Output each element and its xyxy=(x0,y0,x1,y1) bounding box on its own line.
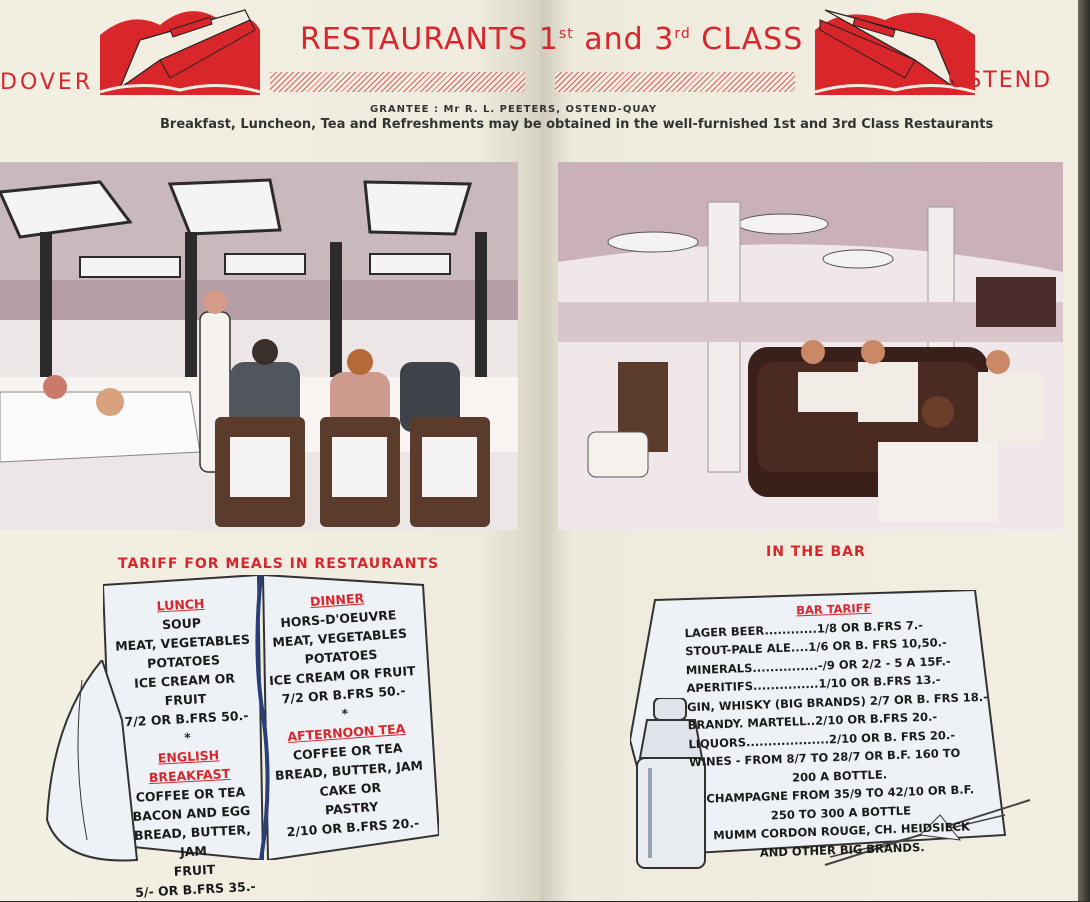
header-rule-left xyxy=(270,72,525,92)
tariff-note: 200 A BOTTLE. xyxy=(791,766,888,785)
lunch-price: 7/2 OR B.FRS 50.- xyxy=(124,707,249,730)
meals-tariff-caption: TARIFF FOR MEALS IN RESTAURANTS xyxy=(118,556,440,572)
menu-item: BREAD, BUTTER, JAM xyxy=(274,757,424,784)
book-edge xyxy=(1078,0,1090,901)
bar-illustration xyxy=(558,162,1063,530)
tea-price: 2/10 OR B.FRS 20.- xyxy=(286,815,420,840)
menu-item: FRUIT xyxy=(173,861,216,879)
tariff-row: MINERALS...............-/9 OR 2/2 - 5 A 15F.- xyxy=(685,653,951,677)
tariff-row: LIQUORS...................2/10 OR B. FRS 20.- xyxy=(688,727,956,751)
tariff-note: 250 TO 300 A BOTTLE xyxy=(770,803,912,822)
menu-item: COFFEE OR TEA xyxy=(292,740,403,763)
ship-illustration-left xyxy=(100,0,260,95)
menu-item: ICE CREAM OR FRUIT xyxy=(268,662,417,689)
tea-heading: AFTERNOON TEA xyxy=(286,720,406,745)
menu-item: POTATOES xyxy=(304,646,378,667)
dinner-price: 7/2 OR B.FRS 50.- xyxy=(281,682,407,707)
tariff-note: CHAMPAGNE FROM 35/9 TO 42/10 OR B.F. xyxy=(706,782,975,806)
menu-item: POTATOES xyxy=(146,652,221,672)
grantee-line: GRANTEE : Mr R. L. PEETERS, OSTEND-QUAY xyxy=(370,104,658,115)
page-title: RESTAURANTS 1st and 3rd CLASS xyxy=(300,22,804,57)
menu-item: BREAD, BUTTER, JAM xyxy=(133,821,252,860)
tariff-row: BRANDY. MARTELL..2/10 OR B.FRS 20.- xyxy=(687,709,938,733)
dining-room-illustration xyxy=(0,162,518,530)
menu-item: COFFEE OR TEA xyxy=(135,784,246,805)
menu-item: SOUP xyxy=(161,615,202,633)
departure-port-label: DOVER xyxy=(0,70,94,95)
breakfast-price: 5/- OR B.FRS 35.- xyxy=(134,878,257,900)
menu-separator: * xyxy=(341,705,349,722)
lunch-heading: LUNCH xyxy=(156,595,205,614)
menu-item: MEAT, VEGETABLES xyxy=(114,631,251,654)
menu-item: HORS-D'OEUVRE xyxy=(279,607,397,631)
menu-item: CAKE OR xyxy=(319,779,382,799)
menu-item: MEAT, VEGETABLES xyxy=(271,625,408,650)
menu-item: BACON AND EGG xyxy=(132,802,251,824)
intro-text: Breakfast, Luncheon, Tea and Refreshments may be obtained in the well-furnished 1st and 3rd Class Restaurants xyxy=(160,117,994,132)
menu-item: ICE CREAM OR FRUIT xyxy=(133,670,236,709)
bar-caption: IN THE BAR xyxy=(766,544,866,560)
header-rule-right xyxy=(555,72,795,92)
bar-tariff-heading: BAR TARIFF xyxy=(795,600,872,618)
tariff-row: APERITIFS...............1/10 OR B.FRS 13.- xyxy=(686,672,941,696)
arrival-port-label: OSTEND xyxy=(948,68,1053,93)
tariff-note: AND OTHER BIG BRANDS. xyxy=(759,839,925,860)
dinner-heading: DINNER xyxy=(309,590,365,610)
menu-separator: * xyxy=(183,729,192,746)
dinner-menu xyxy=(262,585,429,842)
tariff-row: WINES - FROM 8/7 TO 28/7 OR B.F. 160 TO xyxy=(688,745,961,770)
menu-item: PASTRY xyxy=(324,798,379,818)
tariff-row: GIN, WHISKY (BIG BRANDS) 2/7 OR B. FRS 18.- xyxy=(686,689,989,714)
lunch-menu xyxy=(110,592,266,902)
bar-tariff-list xyxy=(684,595,993,864)
tariff-row: LAGER BEER............1/8 OR B.FRS 7.- xyxy=(684,617,924,640)
tariff-row: STOUT-PALE ALE....1/6 OR B. FRS 10,50.- xyxy=(684,635,947,659)
breakfast-heading: ENGLISH BREAKFAST xyxy=(148,747,231,786)
tariff-note: MUMM CORDON ROUGE, CH. HEIDSIECK xyxy=(712,819,971,843)
